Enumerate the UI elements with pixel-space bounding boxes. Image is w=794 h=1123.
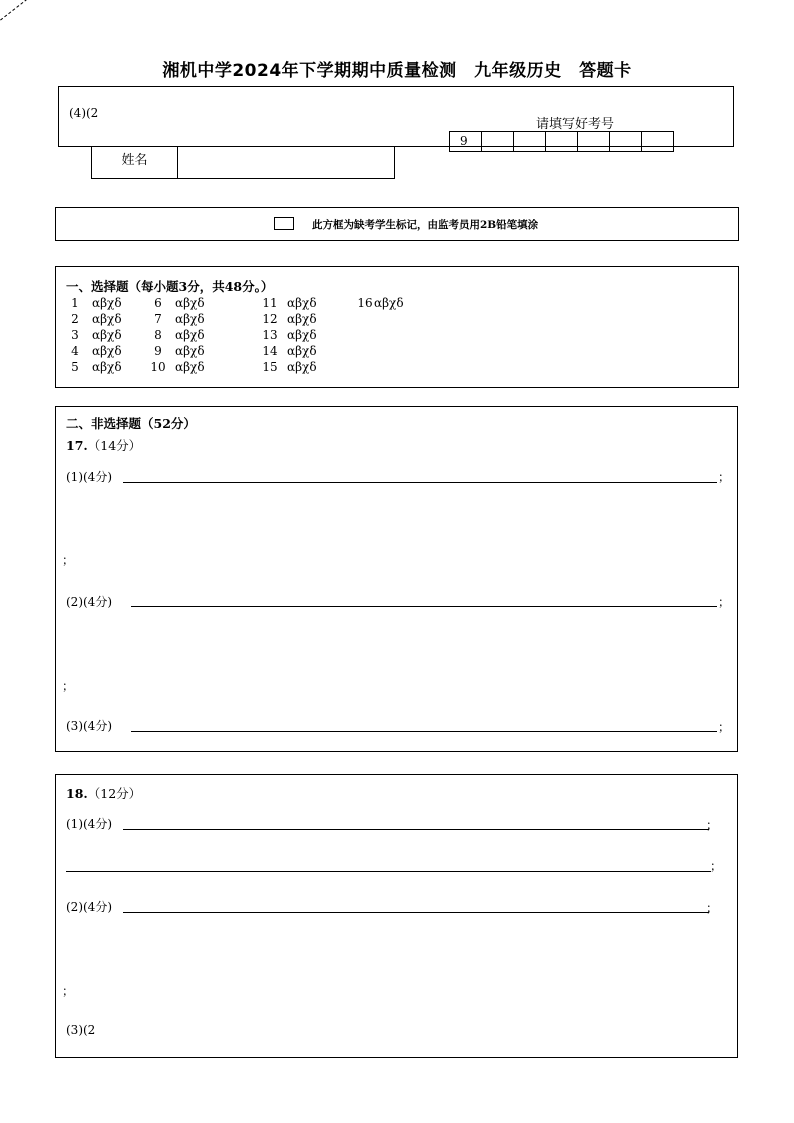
mc-options[interactable]: αβχδ	[374, 296, 404, 310]
q18-number: 18.	[66, 786, 88, 801]
non-choice-section	[55, 406, 738, 752]
mc-question-13	[261, 328, 317, 342]
id-prompt: 请填写好考号	[536, 117, 615, 132]
mc-options[interactable]: αβχδ	[175, 296, 205, 310]
mc-options[interactable]: αβχδ	[287, 360, 317, 374]
q17-score: （14分）	[87, 438, 142, 453]
mc-question-7	[149, 312, 205, 326]
mc-question-9	[149, 344, 205, 358]
q17-part1-label: (1)(4分)	[66, 470, 112, 484]
mc-question-number: 8	[154, 328, 162, 342]
q18-part1-answer-line-2[interactable]	[66, 871, 711, 872]
q17-number: 17.	[66, 438, 88, 453]
id-cell[interactable]	[513, 131, 546, 152]
page-title: 湘机中学2024年下学期期中质量检测 九年级历史 答题卡	[162, 61, 632, 81]
mc-question-number: 5	[71, 360, 79, 374]
q18-title	[66, 784, 141, 802]
mc-heading: 一、选择题（每小题3分，共48分。）	[66, 279, 274, 294]
mc-options[interactable]: αβχδ	[92, 296, 122, 310]
semicolon: ；	[62, 984, 75, 998]
mc-question-4	[66, 344, 122, 358]
mc-question-number: 16	[357, 296, 373, 310]
id-cell[interactable]	[609, 131, 642, 152]
mc-question-2	[66, 312, 122, 326]
q18-part3-label: (3)(2	[66, 1023, 96, 1037]
semicolon: ；	[718, 595, 731, 609]
mc-options[interactable]: αβχδ	[175, 360, 205, 374]
q17-part3-label: (3)(4分)	[66, 719, 112, 733]
name-input[interactable]	[179, 147, 393, 178]
mc-question-6	[149, 296, 205, 310]
mc-question-3	[66, 328, 122, 342]
mc-question-16	[356, 296, 404, 310]
mc-question-10	[149, 360, 205, 374]
absence-box	[55, 207, 739, 241]
name-label: 姓名	[92, 147, 178, 178]
absence-note: 此方框为缺考学生标记，由监考员用2B铅笔填涂	[312, 219, 539, 231]
mc-question-14	[261, 344, 317, 358]
mc-options[interactable]: αβχδ	[287, 344, 317, 358]
q17-part2-answer-line[interactable]	[131, 606, 717, 607]
semicolon: ；	[62, 553, 75, 567]
absence-mark-box[interactable]	[274, 217, 294, 230]
semicolon: ；	[706, 901, 719, 915]
mc-options[interactable]: αβχδ	[175, 328, 205, 342]
q18-part2-answer-line[interactable]	[123, 912, 709, 913]
q18-part2-label: (2)(4分)	[66, 900, 112, 914]
mc-options[interactable]: αβχδ	[92, 312, 122, 326]
semicolon: ；	[706, 818, 719, 832]
name-box	[91, 146, 395, 179]
q17-title	[66, 436, 141, 454]
mc-question-1	[66, 296, 122, 310]
mc-options[interactable]: αβχδ	[287, 328, 317, 342]
mc-options[interactable]: αβχδ	[92, 344, 122, 358]
mc-question-number: 2	[71, 312, 79, 326]
id-cell[interactable]	[577, 131, 610, 152]
exam-id-grid	[450, 131, 674, 152]
semicolon: ；	[710, 859, 723, 873]
q18-part1-answer-line[interactable]	[123, 829, 709, 830]
id-cell[interactable]	[481, 131, 514, 152]
corner-dashed-line	[0, 0, 52, 27]
mc-question-12	[261, 312, 317, 326]
mc-question-number: 1	[71, 296, 79, 310]
mc-question-number: 15	[262, 360, 278, 374]
multiple-choice-section	[55, 266, 739, 388]
mc-question-number: 12	[262, 312, 278, 326]
mc-question-number: 9	[154, 344, 162, 358]
id-cell[interactable]	[545, 131, 578, 152]
mc-question-5	[66, 360, 122, 374]
top-box-text: (4)(2	[69, 106, 99, 120]
mc-question-15	[261, 360, 317, 374]
mc-options[interactable]: αβχδ	[287, 296, 317, 310]
id-cell[interactable]	[641, 131, 674, 152]
mc-options[interactable]: αβχδ	[92, 360, 122, 374]
mc-options[interactable]: αβχδ	[92, 328, 122, 342]
mc-question-8	[149, 328, 205, 342]
non-choice-heading: 二、非选择题（52分）	[66, 416, 196, 431]
mc-question-number: 13	[262, 328, 278, 342]
mc-options[interactable]: αβχδ	[175, 312, 205, 326]
mc-question-number: 11	[262, 296, 278, 310]
mc-options[interactable]: αβχδ	[287, 312, 317, 326]
q17-part3-answer-line[interactable]	[131, 731, 717, 732]
mc-options[interactable]: αβχδ	[175, 344, 205, 358]
mc-question-number: 4	[71, 344, 79, 358]
q18-score: （12分）	[87, 786, 142, 801]
id-cell[interactable]: 9	[449, 131, 482, 152]
semicolon: ；	[718, 720, 731, 734]
q17-part2-label: (2)(4分)	[66, 595, 112, 609]
q18-part1-label: (1)(4分)	[66, 817, 112, 831]
q17-part1-answer-line[interactable]	[123, 482, 717, 483]
q18-section	[55, 774, 738, 1058]
mc-question-number: 7	[154, 312, 162, 326]
mc-question-11	[261, 296, 317, 310]
mc-question-number: 3	[71, 328, 79, 342]
mc-question-number: 14	[262, 344, 278, 358]
mc-question-number: 6	[154, 296, 162, 310]
semicolon: ；	[62, 679, 75, 693]
semicolon: ；	[718, 470, 731, 484]
mc-question-number: 10	[150, 360, 166, 374]
